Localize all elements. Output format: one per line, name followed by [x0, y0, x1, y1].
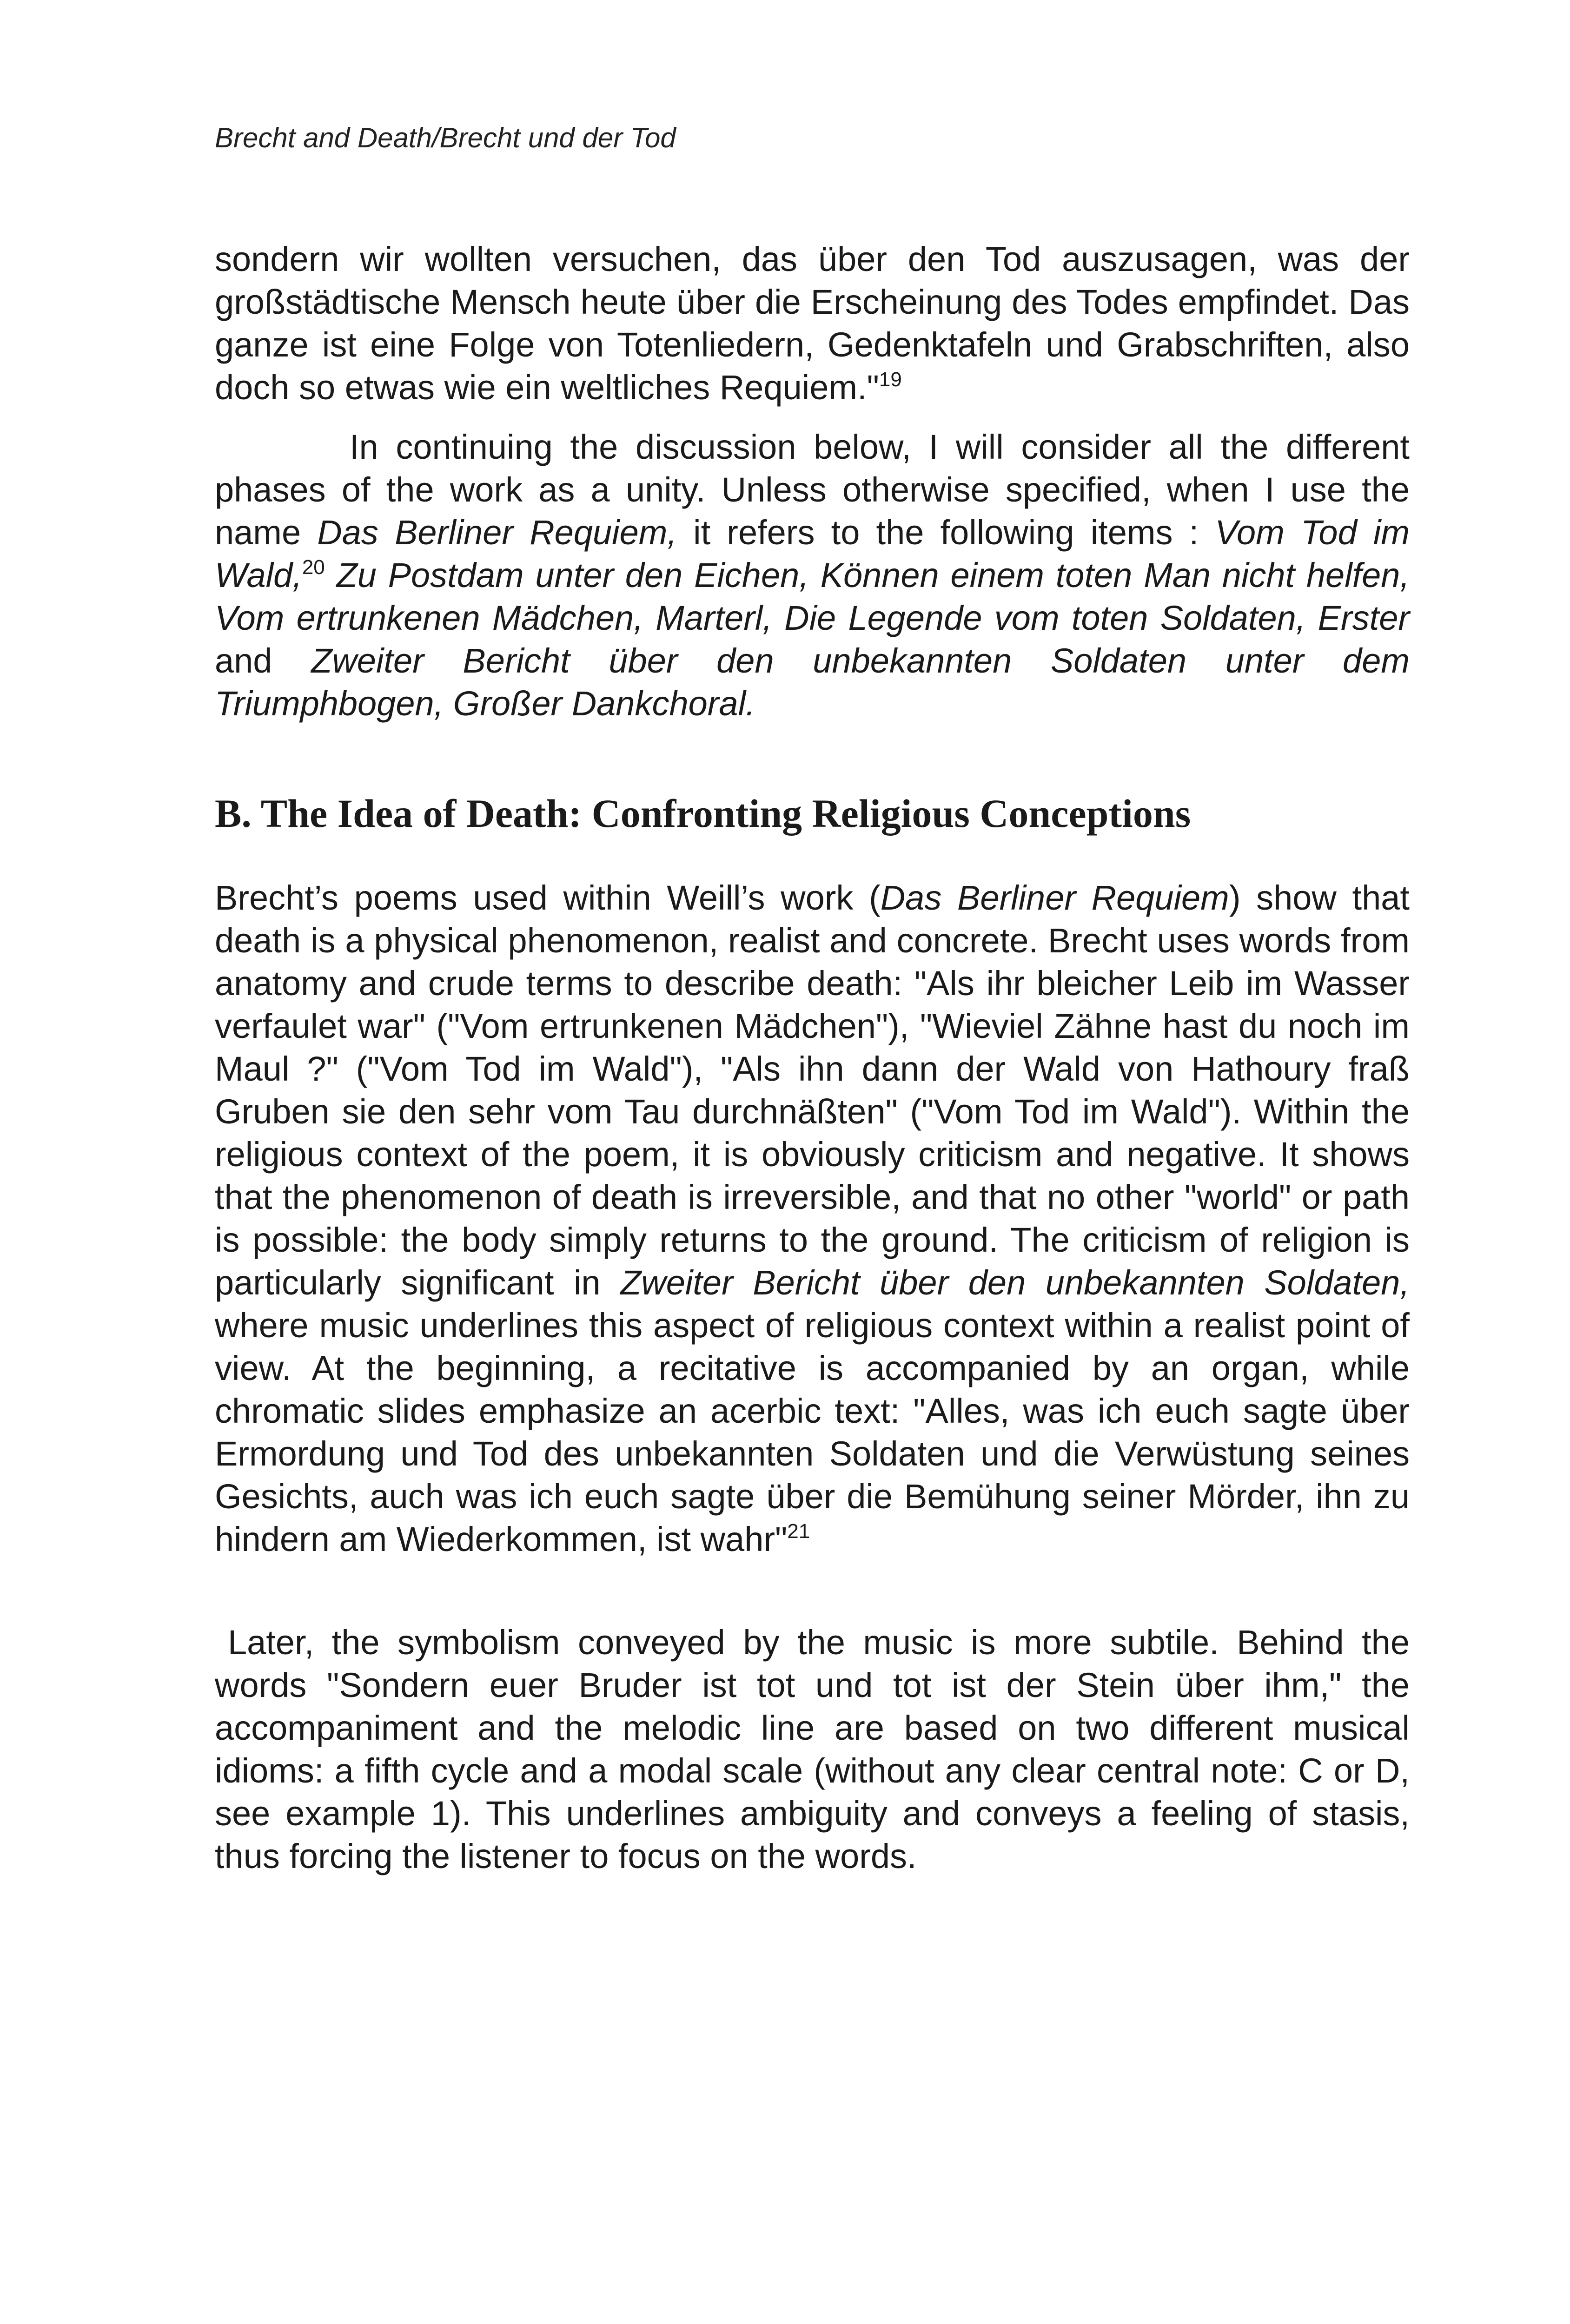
paragraph-symbolism: Later, the symbolism conveyed by the music is more subtile. Behind the words "Sondern euer Bruder ist tot und tot ist der Stein über ihm," the accompaniment and the melodic line are based on two different musical idioms: a fifth cycle and a modal scale (without any clear central note: C or D, see example 1). This underlines ambiguity and conveys a feeling of stasis, thus forcing the listener to focus on the words.: [215, 1623, 1410, 1875]
section-heading: B. The Idea of Death: Confronting Religious Conceptions: [215, 791, 1191, 836]
footnote-ref-20: 20: [302, 556, 325, 579]
work-titles: Zweiter Bericht über den unbekannten Soldaten unter dem Triumphbogen, Großer Dankchoral.: [215, 641, 1410, 723]
work-title: Das Berliner Requiem: [880, 878, 1229, 917]
paragraph-text: Brecht’s poems used within Weill’s work (: [215, 878, 881, 917]
paragraph-text: In continuing the discussion below, I will consider all the different phases of the work as a unity. Unless otherwise specified, when I use the name: [215, 428, 1410, 552]
paragraph-text: and: [215, 641, 311, 680]
paragraph-physical-death: [215, 877, 1410, 1561]
footnote-ref-21: 21: [787, 1520, 810, 1543]
quote-text: sondern wir wollten versuchen, das über den Tod auszusagen, was der großstädtische Mensch heute über die Erscheinung des Todes empfindet. Das ganze ist eine Folge von Totenliedern, Gedenktafeln und Grabschriften, also doch so etwas wie ein weltliches Requiem.": [215, 240, 1410, 407]
quote-continuation: [215, 238, 1410, 409]
paragraph-text: it refers to the following items :: [676, 513, 1215, 552]
work-title: Vom Tod im Wald,: [215, 513, 1410, 594]
work-title: Zweiter Bericht über den unbekannten Soldaten,: [620, 1263, 1410, 1302]
work-titles: Zu Postdam unter den Eichen, Können einem toten Man nicht helfen, Vom ertrunkenen Mädchen, Marterl, Die Legende vom toten Soldaten, Erster: [215, 556, 1410, 637]
paragraph-text: ) show that death is a physical phenomenon, realist and concrete. Brecht uses words from anatomy and crude terms to describe death: "Als ihr bleicher Leib im Wasser verfaulet war" ("Vom ertrunkenen Mädchen"), "Wieviel Zähne hast du noch im Maul ?" ("Vom Tod im Wald"), "Als ihn dann der Wald von Hathoury fraß Gruben sie den sehr vom Tau durchnäßten" ("Vom Tod im Wald"). Within the religious context of the poem, it is obviously criticism and negative. It shows that the phenomenon of death is irreversible, and that no other "world" or path is possible: the body simply returns to the ground. The criticism of religion is particularly significant in: [215, 878, 1410, 1302]
footnote-ref-19: 19: [879, 368, 902, 391]
paragraph-works-list: [215, 426, 1410, 725]
running-header: Brecht and Death/Brecht und der Tod: [215, 122, 676, 153]
paragraph-text: where music underlines this aspect of religious context within a realist point of view. At the beginning, a recitative is accompanied by an organ, while chromatic slides emphasize an acerbic text: "Alles, was ich euch sagte über Ermordung und Tod des unbekannten Soldaten und die Verwüstung seines Gesichts, auch was ich euch sagte über die Bemühung seiner Mörder, ihn zu hindern am Wiederkommen, ist wahr": [215, 1306, 1410, 1558]
work-title: Das Berliner Requiem,: [317, 513, 677, 552]
